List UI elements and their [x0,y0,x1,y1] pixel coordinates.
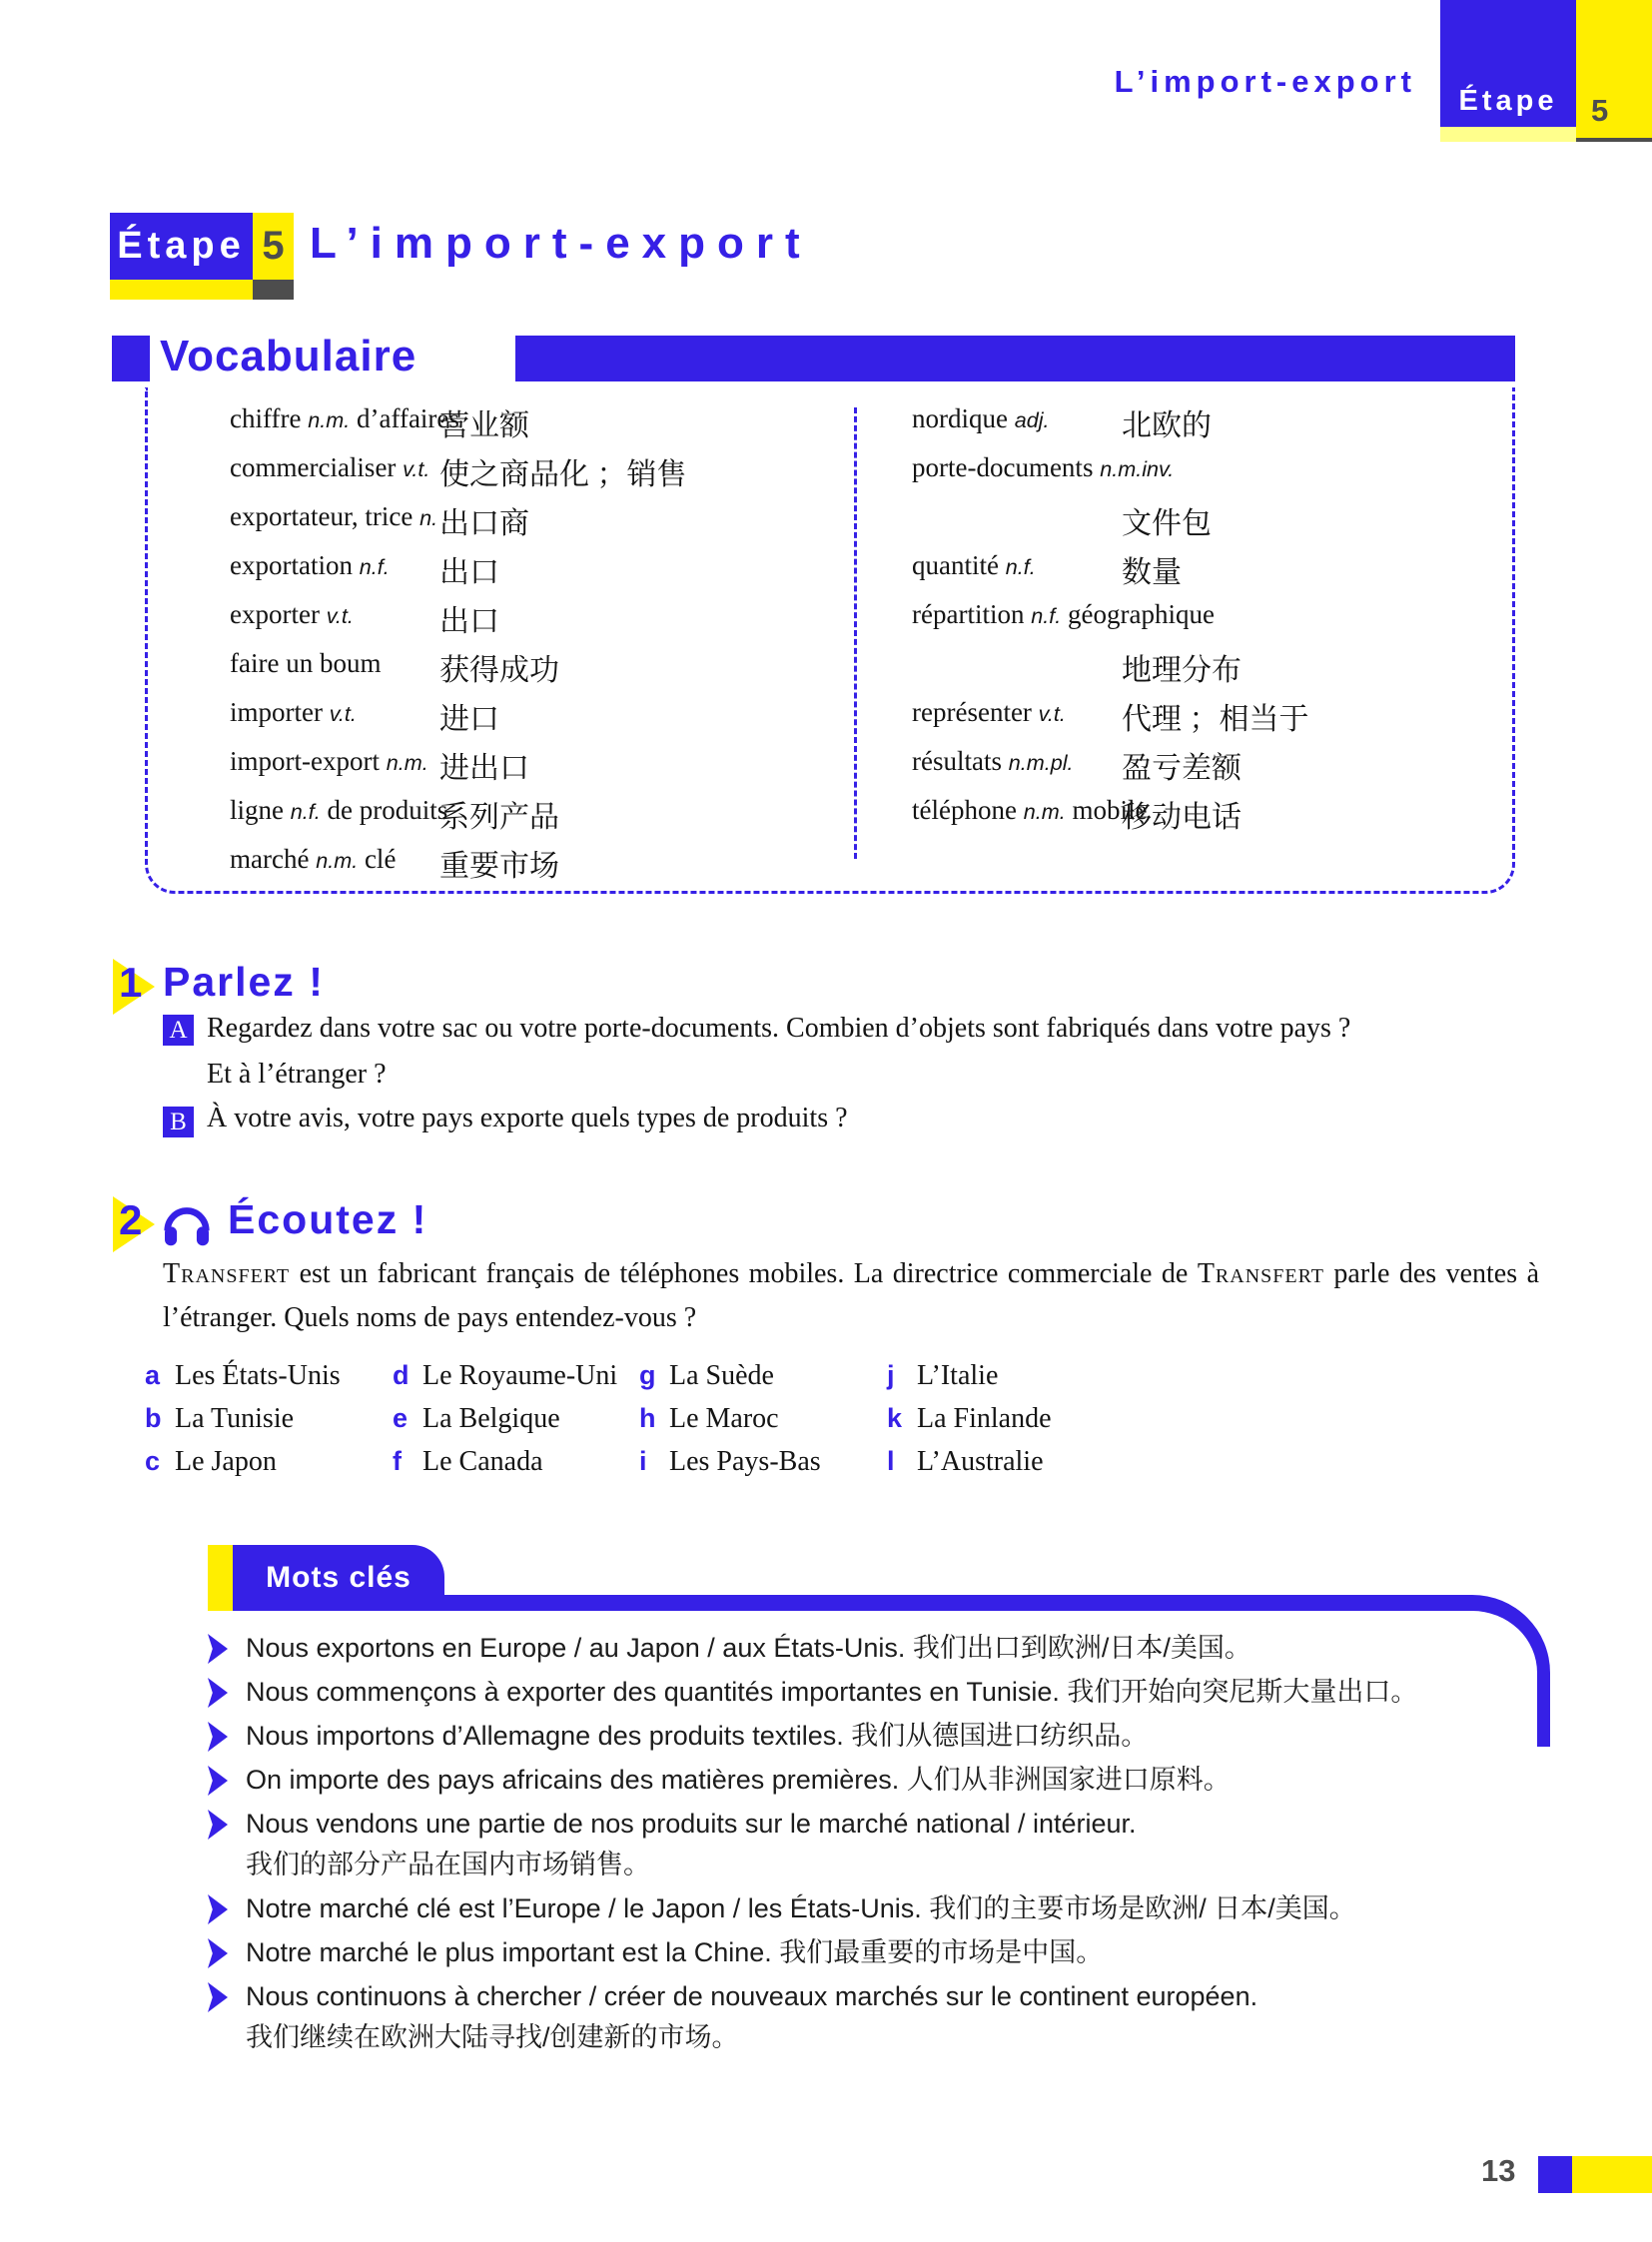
option-letter: c [145,1446,161,1476]
option-letter: a [145,1360,161,1390]
vocab-term-zh: 文件包 [1122,507,1212,540]
vocab-term-fr: quantité n.f. [912,550,1036,580]
chapter-etape-box [110,213,253,280]
running-header-etape-number: 5 [1591,93,1609,128]
country-option [393,1446,617,1489]
vocab-term-fr: faire un boum [230,648,382,678]
vocab-term-zh: 出口 [439,556,499,589]
arrow-bullet-icon [208,1938,228,1968]
chapter-title: L’import-export [310,219,812,268]
vocab-row [912,599,1511,648]
keyphrase-line: Nous vendons une partie de nos produits sur le marché national / intérieur. [246,1809,1137,1839]
vocab-term-fr: commercialiser v.t. [230,452,430,482]
vocab-term-fr: importer v.t. [230,697,357,727]
vocab-row [230,452,869,501]
exercise-text: À votre avis, votre pays exporte quels types de produits ? [207,1103,848,1133]
motscles-heading: Mots clés [266,1561,412,1594]
country-option [639,1403,821,1446]
vocab-row [230,697,869,746]
vocab-row [230,844,869,893]
motscles-list [208,1628,1551,2061]
vocab-term-zh: 出口 [439,605,499,638]
vocab-term-fr: représenter v.t. [912,697,1066,727]
keyphrase-line: 我们继续在欧洲大陆寻找/创建新的市场。 [246,2022,739,2052]
listening-intro-paragraph: Transfert est un fabricant français de téléphones mobiles. La directrice commerciale de Transfert parle des ventes à l’étranger. Quels noms de pays entendez-vous ? [163,1258,1540,1333]
country-name: Le Royaume-Uni [422,1360,618,1391]
vocab-term-fr: import-export n.m. [230,746,428,776]
country-option [393,1403,617,1446]
option-letter: b [145,1403,162,1433]
arrow-bullet-icon [208,1634,228,1664]
vocab-term-zh: 进出口 [439,752,529,785]
vocab-row [230,501,869,550]
option-letter: g [639,1360,656,1390]
vocab-term-fr: exportation n.f. [230,550,390,580]
vocab-term-fr: marché n.m. clé [230,844,397,874]
footer-blue-square [1538,2156,1572,2193]
arrow-bullet-icon [208,1722,228,1752]
vocab-term-zh: 重要市场 [439,850,559,883]
item-label: B [170,1108,187,1135]
country-option [393,1360,617,1403]
vocab-term-fr: nordique adj. [912,403,1050,433]
vocab-row [230,599,869,648]
vocab-heading-square [112,336,150,381]
country-option [639,1446,821,1489]
keyphrase-item [208,1888,1551,1929]
country-name: La Tunisie [175,1403,295,1434]
vocab-term-zh: 使之商品化 ；销售 [439,458,687,491]
keyphrase-line: Nous exportons en Europe / au Japon / aux États-Unis. 我们出口到欧洲/日本/美国。 [246,1633,1251,1663]
country-column [887,1360,1052,1489]
keyphrase-item [208,1932,1551,1973]
section-heading-parlez: Parlez ! [163,959,325,1005]
arrow-bullet-icon [208,1894,228,1924]
arrow-bullet-icon [208,1766,228,1796]
vocab-row [912,550,1511,599]
vocab-term-fr: exporter v.t. [230,599,354,629]
vocab-row [230,648,869,697]
vocab-column-right [912,403,1511,844]
country-option [145,1446,341,1489]
country-name: L’Australie [917,1446,1044,1477]
keyphrase-line: Nous importons d’Allemagne des produits textiles. 我们从德国进口纺织品。 [246,1721,1149,1751]
option-letter: f [393,1446,402,1476]
country-name: Les Pays-Bas [669,1446,821,1477]
vocab-term-zh: 移动电话 [1122,801,1241,834]
vocab-row [912,452,1511,501]
header-underline [1576,138,1652,142]
header-accent-strip [1440,127,1576,142]
motscles-accent-strip [208,1545,233,1611]
keyphrase-line: 我们的部分产品在国内市场销售。 [246,1850,650,1879]
vocab-row [912,795,1511,844]
country-name: Le Maroc [669,1403,779,1434]
option-letter: l [887,1446,895,1476]
keyphrase-item [208,1716,1551,1757]
country-name: La Finlande [917,1403,1052,1434]
vocab-row [912,746,1511,795]
keyphrase-line: Notre marché clé est l’Europe / le Japon / les États-Unis. 我们的主要市场是欧洲/ 日本/美国。 [246,1893,1356,1923]
country-name: La Belgique [422,1403,560,1434]
option-letter: h [639,1403,656,1433]
vocab-column-left [230,403,869,893]
page-number: 13 [1481,2153,1516,2188]
section-heading-ecoutez: Écoutez ! [228,1196,428,1242]
country-name: La Suède [669,1360,774,1391]
item-label-box [163,1015,194,1046]
country-option [887,1403,1052,1446]
running-header-etape-label: Étape [1458,85,1558,117]
arrow-bullet-icon [208,1810,228,1840]
country-name: Le Japon [175,1446,277,1477]
keyphrase-item [208,1760,1551,1801]
country-column [393,1360,617,1489]
vocab-term-zh: 盈亏差额 [1122,752,1241,785]
country-name: Le Canada [422,1446,543,1477]
keyphrase-line: Nous continuons à chercher / créer de nouveaux marchés sur le continent européen. [246,1981,1258,2011]
footer-yellow-bar [1572,2156,1652,2193]
chapter-accent-strip-dark [253,280,294,300]
country-option [145,1403,341,1446]
option-letter: j [887,1360,895,1390]
vocab-row [912,648,1511,697]
option-letter: i [639,1446,647,1476]
vocab-row [230,795,869,844]
exercise-text: Et à l’étranger ? [207,1059,387,1090]
option-letter: k [887,1403,903,1433]
chapter-etape-number [253,213,294,280]
motscles-tab [233,1545,444,1611]
vocab-term-zh: 营业额 [439,409,529,442]
country-option [145,1360,341,1403]
vocab-term-fr: exportateur, trice n. [230,501,438,531]
vocab-term-zh: 系列产品 [439,801,559,834]
keyphrase-item [208,1672,1551,1713]
chapter-etape-label: Étape [117,225,246,267]
vocab-heading-bar [515,336,1515,381]
chapter-accent-strip-yellow [110,280,253,300]
option-letter: d [393,1360,410,1390]
running-header-number-box [1576,0,1652,138]
country-column [145,1360,341,1489]
option-letter: e [393,1403,409,1433]
vocab-row [230,550,869,599]
headphones-icon [158,1194,216,1257]
keyphrase-item [208,1804,1551,1885]
vocab-row [912,697,1511,746]
section-number: 2 [119,1196,143,1243]
running-header-etape-box [1440,0,1576,127]
vocab-term-fr: téléphone n.m. mobile [912,795,1148,825]
item-label: A [169,1016,188,1044]
country-name: L’Italie [917,1360,999,1391]
country-option [639,1360,821,1403]
vocab-row [912,501,1511,550]
country-option [887,1446,1052,1489]
vocab-term-zh: 数量 [1122,556,1182,589]
country-name: Les États-Unis [175,1360,341,1391]
arrow-bullet-icon [208,1678,228,1708]
item-label-box [163,1107,194,1137]
keyphrase-line: Nous commençons à exporter des quantités importantes en Tunisie. 我们开始向突尼斯大量出口。 [246,1677,1418,1707]
vocab-row [230,746,869,795]
vocab-heading: Vocabulaire [160,332,417,380]
motscles-bar [444,1595,1463,1611]
vocab-row [230,403,869,452]
vocab-term-zh: 进口 [439,703,499,736]
vocab-term-fr: ligne n.f. de produits [230,795,448,825]
country-option [887,1360,1052,1403]
keyphrase-item [208,1976,1551,2058]
vocab-term-zh: 北欧的 [1122,409,1212,442]
section-number: 1 [119,959,143,1006]
keyphrase-line: On importe des pays africains des matières premières. 人们从非洲国家进口原料。 [246,1765,1231,1795]
vocab-term-fr: résultats n.m.pl. [912,746,1074,776]
vocab-term-fr: répartition n.f. géographique [912,599,1215,629]
country-column [639,1360,821,1489]
vocab-term-fr: porte-documents n.m.inv. [912,452,1175,482]
keyphrase-line: Notre marché le plus important est la Chine. 我们最重要的市场是中国。 [246,1937,1104,1967]
vocab-term-fr: chiffre n.m. d’affaires [230,403,459,433]
running-header-title: L’import-export [1114,64,1416,99]
exercise-text: Regardez dans votre sac ou votre porte-documents. Combien d’objets sont fabriqués dans votre pays ? [207,1013,1351,1044]
vocab-row [912,403,1511,452]
vocab-term-zh: 地理分布 [1122,654,1241,687]
vocab-term-zh: 获得成功 [439,654,559,687]
chapter-etape-number-text: 5 [262,224,285,268]
vocab-term-zh: 代理 ；相当于 [1122,703,1309,736]
vocab-term-zh: 出口商 [439,507,529,540]
keyphrase-item [208,1628,1551,1669]
arrow-bullet-icon [208,1982,228,2012]
